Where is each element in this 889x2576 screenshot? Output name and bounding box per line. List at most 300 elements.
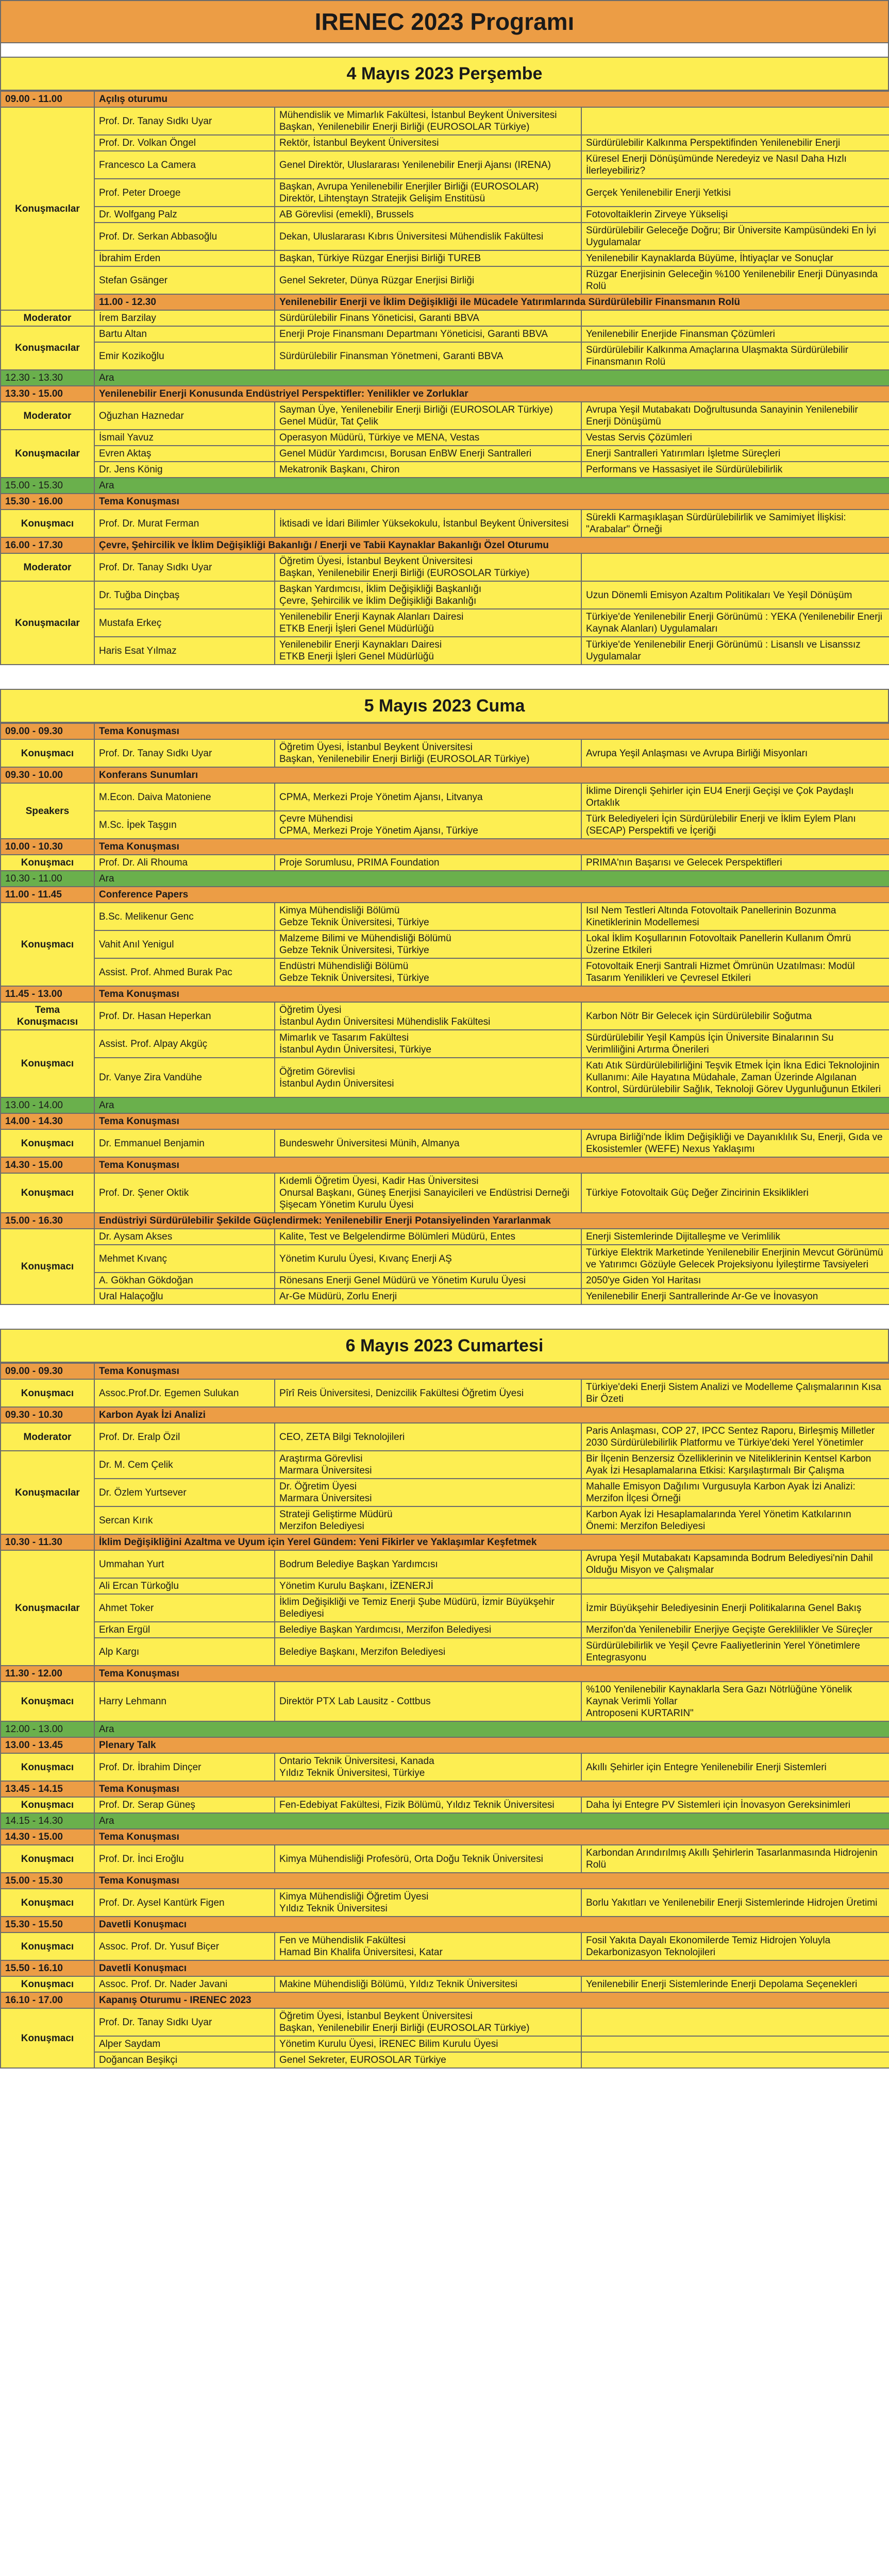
speaker-name: Prof. Dr. Serkan Abbasoğlu [94,223,275,250]
session-time: 11.30 - 12.00 [1,1666,94,1682]
session-time: 10.00 - 10.30 [1,839,94,855]
speaker-name: Dr. Tuğba Dinçbaş [94,581,275,609]
speaker-row [1,783,889,811]
speaker-affiliation: Kalite, Test ve Belgelendirme Bölümleri Müdürü, Entes [275,1229,581,1245]
session-header-row [1,986,889,1002]
talk-topic: Akıllı Şehirler için Entegre Yenilenebilir Enerji Sistemleri [581,1753,889,1781]
speaker-row [1,1578,889,1594]
session-header-row [1,1157,889,1173]
speaker-role: Konuşmacı [1,1797,94,1813]
speaker-affiliation: Fen-Edebiyat Fakültesi, Fizik Bölümü, Yıldız Teknik Üniversitesi [275,1797,581,1813]
day-block [0,1329,889,2069]
speaker-row [1,1245,889,1273]
speaker-affiliation: Sayman Üye, Yenilenebilir Enerji Birliği (EUROSOLAR Türkiye) Genel Müdür, Tat Çelik [275,402,581,430]
speaker-row [1,903,889,930]
session-time: 11.00 - 12.30 [94,294,275,310]
session-title: Davetli Konuşmacı [94,1960,889,1976]
schedule-table [0,723,889,1305]
speaker-row [1,1229,889,1245]
break-label: Ara [94,871,889,887]
session-header-row [1,1666,889,1682]
talk-topic: Sürekli Karmaşıklaşan Sürdürülebilirlik ve Samimiyet İlişkisi: "Arabalar" Örneği [581,510,889,537]
talk-topic: Küresel Enerji Dönüşümünde Neredeyiz ve Nasıl Daha Hızlı İlerleyebiliriz? [581,151,889,179]
speaker-row [1,1845,889,1873]
speaker-row [1,402,889,430]
speaker-name: Prof. Dr. Tanay Sıdkı Uyar [94,2008,275,2036]
speaker-row [1,855,889,871]
talk-topic: Sürdürülebilir Kalkınma Amaçlarına Ulaşmakta Sürdürülebilir Finansmanın Rolü [581,342,889,370]
session-title: Tema Konuşması [94,1666,889,1682]
talk-topic: Sürdürülebilir Geleceğe Doğru; Bir Üniversite Kampüsündeki En İyi Uygulamalar [581,223,889,250]
session-header-row [1,1534,889,1550]
talk-topic: 2050'ye Giden Yol Haritası [581,1273,889,1289]
speaker-name: Prof. Dr. Şener Oktik [94,1173,275,1213]
session-time: 09.30 - 10.00 [1,767,94,783]
schedule-table [0,1363,889,2069]
talk-topic: Borlu Yakıtları ve Yenilenebilir Enerji Sistemlerinde Hidrojen Üretimi [581,1889,889,1917]
talk-topic: Bir İlçenin Benzersiz Özelliklerinin ve Niteliklerinin Kentsel Karbon Ayak İzi Hesaplamalarına Etkisi: Karşılaştırmalı Bir Çalışma [581,1451,889,1479]
session-time: 14.30 - 15.00 [1,1157,94,1173]
speaker-row [1,553,889,581]
speaker-row [1,107,889,135]
session-header-row [1,1960,889,1976]
session-time: 14.00 - 14.30 [1,1113,94,1129]
session-time: 09.00 - 11.00 [1,91,94,107]
session-header-row [1,723,889,739]
break-row [1,478,889,494]
speaker-row [1,1273,889,1289]
speaker-affiliation: Bundeswehr Üniversitesi Münih, Almanya [275,1129,581,1157]
speaker-row [1,1289,889,1304]
talk-topic [581,2052,889,2068]
speaker-affiliation: Öğretim Üyesi, İstanbul Beykent Üniversitesi Başkan, Yenilenebilir Enerji Birliği (EUROSOLAR Türkiye) [275,553,581,581]
day-title: 4 Mayıs 2023 Perşembe [0,57,889,91]
session-time: 09.30 - 10.30 [1,1407,94,1423]
speaker-name: Prof. Peter Droege [94,179,275,207]
speaker-affiliation: Yönetim Kurulu Üyesi, İRENEC Bilim Kurulu Üyesi [275,2036,581,2052]
session-time: 13.45 - 14.15 [1,1781,94,1797]
speaker-role: Konuşmacı [1,1933,94,1960]
session-title: Yenilenebilir Enerji Konusunda Endüstriyel Perspektifler: Yenilikler ve Zorluklar [94,386,889,402]
speaker-affiliation: İktisadi ve İdari Bilimler Yüksekokulu, İstanbul Beykent Üniversitesi [275,510,581,537]
speaker-affiliation: Mekatronik Başkanı, Chiron [275,462,581,478]
session-time: 15.00 - 15.30 [1,478,94,494]
speaker-role: Speakers [1,783,94,839]
speaker-name: Assoc.Prof.Dr. Egemen Sulukan [94,1379,275,1407]
speaker-row [1,1058,889,1097]
speaker-affiliation: Mimarlık ve Tasarım Fakültesi İstanbul Aydın Üniversitesi, Türkiye [275,1030,581,1058]
session-header-row [1,1407,889,1423]
speaker-role: Konuşmacılar [1,326,94,370]
speaker-role: Konuşmacı [1,510,94,537]
speaker-affiliation: Genel Direktör, Uluslararası Yenilenebilir Enerji Ajansı (IRENA) [275,151,581,179]
break-label: Ara [94,370,889,386]
speaker-name: Alp Kargı [94,1638,275,1666]
speaker-name: Evren Aktaş [94,446,275,462]
speaker-row [1,1638,889,1666]
speaker-role: Konuşmacı [1,855,94,871]
session-time: 15.00 - 16.30 [1,1213,94,1229]
talk-topic: Avrupa Yeşil Anlaşması ve Avrupa Birliği Misyonları [581,739,889,767]
speaker-name: B.Sc. Melikenur Genc [94,903,275,930]
speaker-affiliation: Öğretim Üyesi İstanbul Aydın Üniversitesi Mühendislik Fakültesi [275,1002,581,1030]
speaker-name: Sercan Kırık [94,1506,275,1534]
speaker-name: Bartu Altan [94,326,275,342]
speaker-affiliation: Kimya Mühendisliği Profesörü, Orta Doğu Teknik Üniversitesi [275,1845,581,1873]
session-title: Davetli Konuşmacı [94,1917,889,1933]
speaker-role: Moderator [1,402,94,430]
program-days [0,57,889,2069]
speaker-row [1,1594,889,1622]
speaker-name: İbrahim Erden [94,250,275,266]
speaker-affiliation: Malzeme Bilimi ve Mühendisliği Bölümü Gebze Teknik Üniversitesi, Türkiye [275,930,581,958]
speaker-name: Dr. Emmanuel Benjamin [94,1129,275,1157]
session-header-row [1,1113,889,1129]
talk-topic: Daha İyi Entegre PV Sistemleri için İnovasyon Gereksinimleri [581,1797,889,1813]
session-title: Conference Papers [94,887,889,903]
speaker-role: Konuşmacı [1,1845,94,1873]
speaker-affiliation: Operasyon Müdürü, Türkiye ve MENA, Vestas [275,430,581,446]
talk-topic: Avrupa Yeşil Mutabakatı Doğrultusunda Sanayinin Yenilenebilir Enerji Dönüşümü [581,402,889,430]
session-time: 10.30 - 11.00 [1,871,94,887]
speaker-affiliation: Strateji Geliştirme Müdürü Merzifon Belediyesi [275,1506,581,1534]
session-header-row [1,767,889,783]
speaker-name: Ahmet Toker [94,1594,275,1622]
talk-topic: PRIMA'nın Başarısı ve Gelecek Perspektifleri [581,855,889,871]
speaker-name: Assist. Prof. Alpay Akgüç [94,1030,275,1058]
session-header-row [1,1737,889,1753]
speaker-affiliation: Belediye Başkan Yardımcısı, Merzifon Belediyesi [275,1622,581,1638]
session-title: Tema Konuşması [94,839,889,855]
session-title: Tema Konuşması [94,986,889,1002]
session-time: 15.30 - 16.00 [1,494,94,510]
speaker-row [1,446,889,462]
speaker-name: Ural Halaçoğlu [94,1289,275,1304]
session-time: 16.00 - 17.30 [1,537,94,553]
break-row [1,1813,889,1829]
speaker-affiliation: Dekan, Uluslararası Kıbrıs Üniversitesi Mühendislik Fakültesi [275,223,581,250]
session-header-row [1,1213,889,1229]
speaker-affiliation: Rektör, İstanbul Beykent Üniversitesi [275,135,581,151]
speaker-row [1,430,889,446]
speaker-name: M.Econ. Daiva Matoniene [94,783,275,811]
speaker-name: Prof. Dr. Ali Rhouma [94,855,275,871]
speaker-affiliation: Belediye Başkanı, Merzifon Belediyesi [275,1638,581,1666]
session-time: 12.00 - 13.00 [1,1721,94,1737]
talk-topic: Yenilenebilir Enerji Santrallerinde Ar-Ge ve İnovasyon [581,1289,889,1304]
talk-topic: Sürdürülebilir Kalkınma Perspektifinden Yenilenebilir Enerji [581,135,889,151]
speaker-row [1,1479,889,1506]
talk-topic: Sürdürülebilir Yeşil Kampüs İçin Üniversite Binalarının Su Verimliliğini Artırma Önerileri [581,1030,889,1058]
speaker-row [1,637,889,665]
speaker-role: Konuşmacılar [1,1550,94,1666]
break-row [1,1097,889,1113]
session-header-row [1,1363,889,1379]
talk-topic: Katı Atık Sürdürülebilirliğini Teşvik Etmek İçin İkna Edici Teknolojinin Kullanımı: Aile Hayatına Müdahale, Zaman Üzerinde Algılanan Kontrol, Sürdürülebilir Sağlık, Teknoloji Görev Uygunluğunun Etkileri [581,1058,889,1097]
speaker-row [1,1622,889,1638]
session-header-row [1,1917,889,1933]
speaker-name: Prof. Dr. Tanay Sıdkı Uyar [94,739,275,767]
talk-topic: Türkiye'de Yenilenebilir Enerji Görünümü : YEKA (Yenilenebilir Enerji Kaynak Alanları) Uygulamaları [581,609,889,637]
talk-topic [581,310,889,326]
talk-topic: Lokal İklim Koşullarının Fotovoltaik Panellerin Kullanım Ömrü Üzerine Etkileri [581,930,889,958]
speaker-name: Prof. Dr. İbrahim Dinçer [94,1753,275,1781]
speaker-row [1,1506,889,1534]
day-title: 5 Mayıs 2023 Cuma [0,689,889,723]
talk-topic: Karbon Nötr Bir Gelecek için Sürdürülebilir Soğutma [581,1002,889,1030]
talk-topic: Yenilenebilir Kaynaklarda Büyüme, İhtiyaçlar ve Sonuçlar [581,250,889,266]
session-title: İklim Değişikliğini Azaltma ve Uyum için Yerel Gündem: Yeni Fikirler ve Yaklaşımlar Keşfetmek [94,1534,889,1550]
speaker-name: Emir Kozikoğlu [94,342,275,370]
session-header-row [1,1829,889,1845]
speaker-row [1,1030,889,1058]
talk-topic: Fosil Yakıta Dayalı Ekonomilerde Temiz Hidrojen Yoluyla Dekarbonizasyon Teknolojileri [581,1933,889,1960]
speaker-row [1,1682,889,1721]
speaker-row [1,1002,889,1030]
speaker-row [1,1173,889,1213]
session-time: 11.45 - 13.00 [1,986,94,1002]
speaker-row [1,958,889,986]
speaker-affiliation: Ar-Ge Müdürü, Zorlu Enerji [275,1289,581,1304]
speaker-name: Prof. Dr. Tanay Sıdkı Uyar [94,107,275,135]
session-header-row [1,839,889,855]
talk-topic: Mahalle Emisyon Dağılımı Vurgusuyla Karbon Ayak İzi Analizi: Merzifon İlçesi Örneği [581,1479,889,1506]
session-title: Açılış oturumu [94,91,889,107]
speaker-name: Haris Esat Yılmaz [94,637,275,665]
speaker-role: Moderator [1,310,94,326]
talk-topic: Türkiye Fotovoltaik Güç Değer Zincirinin Eksiklikleri [581,1173,889,1213]
speaker-role: Konuşmacılar [1,430,94,478]
session-title: Plenary Talk [94,1737,889,1753]
speaker-affiliation: Başkan Yardımcısı, İklim Değişikliği Başkanlığı Çevre, Şehircilik ve İklim Değişikliği Bakanlığı [275,581,581,609]
speaker-name: Alper Saydam [94,2036,275,2052]
speaker-name: Dr. Vanye Zira Vandühe [94,1058,275,1097]
speaker-affiliation: İklim Değişikliği ve Temiz Enerji Şube Müdürü, İzmir Büyükşehir Belediyesi [275,1594,581,1622]
talk-topic: Enerji Sistemlerinde Dijitalleşme ve Verimlilik [581,1229,889,1245]
talk-topic: Avrupa Birliği'nde İklim Değişikliği ve Dayanıklılık Su, Enerji, Gıda ve Ekosistemler (WEFE) Nexus Yaklaşımı [581,1129,889,1157]
session-header-row [1,1873,889,1889]
speaker-name: Stefan Gsänger [94,266,275,294]
speaker-role: Konuşmacı [1,1030,94,1097]
speaker-name: Prof. Dr. Murat Ferman [94,510,275,537]
session-time: 14.15 - 14.30 [1,1813,94,1829]
speaker-affiliation: Araştırma Görevlisi Marmara Üniversitesi [275,1451,581,1479]
speaker-affiliation: Proje Sorumlusu, PRIMA Foundation [275,855,581,871]
session-time: 15.30 - 15.50 [1,1917,94,1933]
speaker-affiliation: Fen ve Mühendislik Fakültesi Hamad Bin Khalifa Üniversitesi, Katar [275,1933,581,1960]
session-time: 16.10 - 17.00 [1,1992,94,2008]
speaker-role: Konuşmacı [1,1173,94,1213]
talk-topic [581,1578,889,1594]
speaker-row [1,326,889,342]
talk-topic: Türkiye'deki Enerji Sistem Analizi ve Modelleme Çalışmalarının Kısa Bir Özeti [581,1379,889,1407]
speaker-row [1,1550,889,1578]
speaker-affiliation: Dr. Öğretim Üyesi Marmara Üniversitesi [275,1479,581,1506]
speaker-name: Mehmet Kıvanç [94,1245,275,1273]
break-label: Ara [94,1097,889,1113]
speaker-name: Prof. Dr. Tanay Sıdkı Uyar [94,553,275,581]
speaker-role: Konuşmacılar [1,1451,94,1534]
talk-topic: Performans ve Hassasiyet ile Sürdürülebilirlik [581,462,889,478]
speaker-name: Dr. Aysam Akses [94,1229,275,1245]
speaker-row [1,739,889,767]
speaker-name: A. Gökhan Gökdoğan [94,1273,275,1289]
talk-topic: İklime Dirençli Şehirler için EU4 Enerji Geçişi ve Çok Paydaşlı Ortaklık [581,783,889,811]
speaker-row [1,609,889,637]
break-row [1,871,889,887]
talk-topic: Karbondan Arındırılmış Akıllı Şehirlerin Tasarlanmasında Hidrojenin Rolü [581,1845,889,1873]
speaker-row [1,510,889,537]
speaker-role: Konuşmacı [1,1229,94,1304]
speaker-row [1,462,889,478]
speaker-affiliation: Çevre Mühendisi CPMA, Merkezi Proje Yönetim Ajansı, Türkiye [275,811,581,839]
session-title: Yenilenebilir Enerji ve İklim Değişikliği ile Mücadele Yatırımlarında Sürdürülebilir Finansmanın Rolü [275,294,889,310]
speaker-affiliation: AB Görevlisi (emekli), Brussels [275,207,581,223]
break-row [1,370,889,386]
speaker-affiliation: Yenilenebilir Enerji Kaynakları Dairesi ETKB Enerji İşleri Genel Müdürlüğü [275,637,581,665]
break-row [1,1721,889,1737]
speaker-role: Konuşmacı [1,1682,94,1721]
session-title: Tema Konuşması [94,1157,889,1173]
speaker-name: Prof. Dr. Aysel Kantürk Figen [94,1889,275,1917]
speaker-name: Mustafa Erkeç [94,609,275,637]
speaker-affiliation: Kimya Mühendisliği Bölümü Gebze Teknik Üniversitesi, Türkiye [275,903,581,930]
speaker-affiliation: Rönesans Enerji Genel Müdürü ve Yönetim Kurulu Üyesi [275,1273,581,1289]
session-header-row [1,1781,889,1797]
speaker-row [1,310,889,326]
speaker-affiliation: Öğretim Üyesi, İstanbul Beykent Üniversitesi Başkan, Yenilenebilir Enerji Birliği (EUROSOLAR Türkiye) [275,2008,581,2036]
session-time: 11.00 - 11.45 [1,887,94,903]
speaker-row [1,342,889,370]
speaker-row [1,250,889,266]
speaker-role: Konuşmacı [1,903,94,986]
speaker-row [1,581,889,609]
talk-topic: Uzun Dönemli Emisyon Azaltım Politikaları Ve Yeşil Dönüşüm [581,581,889,609]
talk-topic: Karbon Ayak İzi Hesaplamalarında Yerel Yönetim Katkılarının Önemi: Merzifon Belediyesi [581,1506,889,1534]
speaker-name: Assoc. Prof. Dr. Yusuf Biçer [94,1933,275,1960]
session-time: 09.00 - 09.30 [1,723,94,739]
speaker-name: Ali Ercan Türkoğlu [94,1578,275,1594]
speaker-name: Prof. Dr. Hasan Heperkan [94,1002,275,1030]
talk-topic: Vestas Servis Çözümleri [581,430,889,446]
speaker-row [1,179,889,207]
day-title: 6 Mayıs 2023 Cumartesi [0,1329,889,1363]
break-label: Ara [94,1721,889,1737]
speaker-name: Francesco La Camera [94,151,275,179]
speaker-row [1,811,889,839]
talk-topic: Avrupa Yeşil Mutabakatı Kapsamında Bodrum Belediyesi'nin Dahil Olduğu Misyon ve Çalışmalar [581,1550,889,1578]
speaker-row [1,207,889,223]
page-title: IRENEC 2023 Programı [0,0,889,43]
speaker-affiliation: Enerji Proje Finansmanı Departmanı Yöneticisi, Garanti BBVA [275,326,581,342]
speaker-role: Konuşmacı [1,1379,94,1407]
talk-topic [581,553,889,581]
speaker-name: Dr. Özlem Yurtsever [94,1479,275,1506]
session-title: Tema Konuşması [94,494,889,510]
speaker-name: M.Sc. İpek Taşgın [94,811,275,839]
speaker-name: Prof. Dr. İnci Eroğlu [94,1845,275,1873]
talk-topic [581,2008,889,2036]
session-time: 13.00 - 14.00 [1,1097,94,1113]
speaker-affiliation: CEO, ZETA Bilgi Teknolojileri [275,1423,581,1451]
speaker-affiliation: CPMA, Merkezi Proje Yönetim Ajansı, Litvanya [275,783,581,811]
speaker-affiliation: Makine Mühendisliği Bölümü, Yıldız Teknik Üniversitesi [275,1976,581,1992]
session-title: Tema Konuşması [94,1781,889,1797]
talk-topic: Türk Belediyeleri İçin Sürdürülebilir Enerji ve İklim Eylem Planı (SECAP) Perspektifi ve İçeriği [581,811,889,839]
speaker-row [1,930,889,958]
session-header-row [1,294,889,310]
break-label: Ara [94,1813,889,1829]
session-title: Tema Konuşması [94,1113,889,1129]
session-time: 09.00 - 09.30 [1,1363,94,1379]
speaker-affiliation: Bodrum Belediye Başkan Yardımcısı [275,1550,581,1578]
speaker-affiliation: Ontario Teknik Üniversitesi, Kanada Yıldız Teknik Üniversitesi, Türkiye [275,1753,581,1781]
session-title: Tema Konuşması [94,723,889,739]
speaker-name: Prof. Dr. Serap Güneş [94,1797,275,1813]
speaker-name: Doğancan Beşikçi [94,2052,275,2068]
speaker-affiliation: Öğretim Görevlisi İstanbul Aydın Üniversitesi [275,1058,581,1097]
talk-topic: Isıl Nem Testleri Altında Fotovoltaik Panellerinin Bozunma Kinetiklerinin Modellemesi [581,903,889,930]
speaker-row [1,151,889,179]
speaker-row [1,1129,889,1157]
session-time: 12.30 - 13.30 [1,370,94,386]
talk-topic: Yenilenebilir Enerjide Finansman Çözümleri [581,326,889,342]
talk-topic: Türkiye Elektrik Marketinde Yenilenebilir Enerjinin Mevcut Görünümü ve Yatırımcı Gözüyle Gelecek Projeksiyonu İyileştirme Tavsiyeleri [581,1245,889,1273]
speaker-role: Konuşmacı [1,1976,94,1992]
talk-topic: İzmir Büyükşehir Belediyesinin Enerji Politikalarına Genel Bakış [581,1594,889,1622]
speaker-row [1,266,889,294]
speaker-affiliation: Sürdürülebilir Finans Yöneticisi, Garanti BBVA [275,310,581,326]
speaker-affiliation: Sürdürülebilir Finansman Yönetmeni, Garanti BBVA [275,342,581,370]
talk-topic: Gerçek Yenilenebilir Enerji Yetkisi [581,179,889,207]
speaker-name: Dr. Jens König [94,462,275,478]
session-title: Çevre, Şehircilik ve İklim Değişikliği Bakanlığı / Enerji ve Tabii Kaynaklar Bakanlığı Özel Oturumu [94,537,889,553]
speaker-row [1,2052,889,2068]
speaker-affiliation: Başkan, Avrupa Yenilenebilir Enerjiler Birliği (EUROSOLAR) Direktör, Lihtenştayn Stratejik Gelişim Enstitüsü [275,179,581,207]
speaker-name: Oğuzhan Haznedar [94,402,275,430]
speaker-name: Erkan Ergül [94,1622,275,1638]
speaker-row [1,1933,889,1960]
talk-topic [581,107,889,135]
speaker-row [1,2036,889,2052]
speaker-affiliation: Yenilenebilir Enerji Kaynak Alanları Dairesi ETKB Enerji İşleri Genel Müdürlüğü [275,609,581,637]
session-title: Konferans Sunumları [94,767,889,783]
speaker-role: Konuşmacılar [1,107,94,310]
speaker-name: Vahit Anıl Yenigul [94,930,275,958]
session-header-row [1,494,889,510]
speaker-affiliation: Genel Sekreter, EUROSOLAR Türkiye [275,2052,581,2068]
speaker-affiliation: Yönetim Kurulu Üyesi, Kıvanç Enerji AŞ [275,1245,581,1273]
speaker-row [1,1423,889,1451]
speaker-row [1,2008,889,2036]
talk-topic: %100 Yenilenebilir Kaynaklarla Sera Gazı Nötrlüğüne Yönelik Kaynak Verimli Yollar Antroposeni KURTARIN" [581,1682,889,1721]
session-title: Kapanış Oturumu - IRENEC 2023 [94,1992,889,2008]
talk-topic: Enerji Santralleri Yatırımları İşletme Süreçleri [581,446,889,462]
session-time: 13.00 - 13.45 [1,1737,94,1753]
speaker-name: Prof. Dr. Eralp Özil [94,1423,275,1451]
speaker-affiliation: Genel Sekreter, Dünya Rüzgar Enerjisi Birliği [275,266,581,294]
speaker-affiliation: Mühendislik ve Mimarlık Fakültesi, İstanbul Beykent Üniversitesi Başkan, Yenilenebilir Enerji Birliği (EUROSOLAR Türkiye) [275,107,581,135]
title-spacer [0,43,889,57]
speaker-name: Prof. Dr. Volkan Öngel [94,135,275,151]
speaker-affiliation: Kimya Mühendisliği Öğretim Üyesi Yıldız Teknik Üniversitesi [275,1889,581,1917]
speaker-role: Konuşmacı [1,1129,94,1157]
speaker-row [1,1379,889,1407]
talk-topic [581,2036,889,2052]
talk-topic: Fotovoltaiklerin Zirveye Yükselişi [581,207,889,223]
day-block [0,57,889,665]
speaker-row [1,1753,889,1781]
